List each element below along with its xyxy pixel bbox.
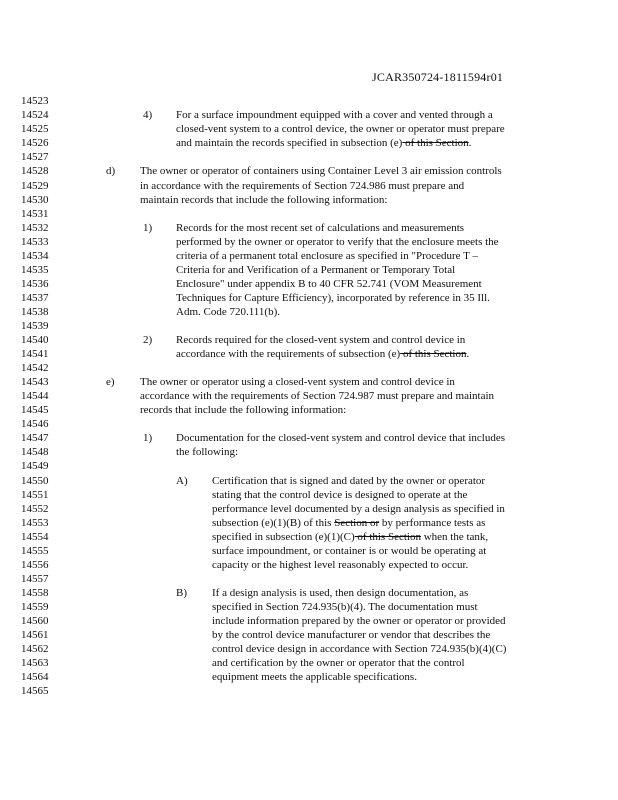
- text-line: accordance with the requirements of Section 724.987 must prepare and maintain: [140, 390, 495, 402]
- paragraph-label: d): [106, 165, 116, 177]
- text-line: closed-vent system to a control device, the owner or operator must prepare: [176, 123, 505, 135]
- text-line: records that include the following information:: [140, 404, 347, 416]
- text-line: and certification by the owner or operator that the control: [212, 657, 465, 669]
- deleted-text: of this Section: [400, 348, 467, 360]
- line-number: 14525: [21, 123, 49, 135]
- paragraph-label: 2): [143, 334, 153, 346]
- text-line: accordance with the requirements of subsection (e) of this Section.: [176, 348, 470, 360]
- paragraph-label: e): [106, 376, 115, 388]
- line-number: 14546: [21, 418, 49, 430]
- line-number: 14526: [21, 137, 49, 149]
- line-number: 14563: [21, 657, 49, 669]
- line-number: 14555: [21, 545, 49, 557]
- line-number: 14556: [21, 559, 49, 571]
- text-line: equipment meets the applicable specifications.: [212, 671, 417, 683]
- line-number: 14553: [21, 517, 49, 529]
- text-line: performance level documented by a design analysis as specified in: [212, 503, 505, 515]
- paragraph-label: A): [176, 475, 188, 487]
- line-number: 14551: [21, 489, 49, 501]
- text-line: specified in Section 724.935(b)(4). The documentation must: [212, 601, 478, 613]
- text-line: The owner or operator of containers using Container Level 3 air emission controls: [140, 165, 502, 177]
- line-number: 14529: [21, 180, 49, 192]
- text-line: surface impoundment, or container is or would be operating at: [212, 545, 487, 557]
- text-line: Certification that is signed and dated by the owner or operator: [212, 475, 486, 487]
- text-line: criteria of a permanent total enclosure as specified in "Procedure T –: [176, 250, 478, 262]
- line-number: 14530: [21, 194, 49, 206]
- text-line: include information prepared by the owner or operator or provided: [212, 615, 506, 627]
- line-number: 14539: [21, 320, 49, 332]
- line-number: 14561: [21, 629, 49, 641]
- line-number: 14564: [21, 671, 49, 683]
- text-line: Criteria for and Verification of a Permanent or Temporary Total: [176, 264, 456, 276]
- text-line: in accordance with the requirements of Section 724.986 must prepare and: [140, 180, 465, 192]
- text-line: Documentation for the closed-vent system and control device that includes: [176, 432, 505, 444]
- text-line: subsection (e)(1)(B) of this Section or by performance tests as: [212, 517, 486, 529]
- line-number: 14557: [21, 573, 49, 585]
- line-number: 14531: [21, 208, 49, 220]
- line-number: 14535: [21, 264, 49, 276]
- line-number: 14549: [21, 460, 49, 472]
- deleted-text: Section or: [334, 517, 380, 529]
- text-line: Adm. Code 720.111(b).: [176, 306, 280, 318]
- line-number: 14527: [21, 151, 49, 163]
- line-number: 14537: [21, 292, 49, 304]
- text-line: Enclosure" under appendix B to 40 CFR 52.741 (VOM Measurement: [176, 278, 482, 290]
- text-line: performed by the owner or operator to verify that the enclosure meets the: [176, 236, 499, 248]
- line-number: 14558: [21, 587, 49, 599]
- line-number: 14562: [21, 643, 49, 655]
- text-line: the following:: [176, 446, 239, 458]
- deleted-text: of this Section: [354, 531, 421, 543]
- line-number: 14528: [21, 165, 49, 177]
- paragraph-label: 1): [143, 222, 153, 234]
- line-number: 14565: [21, 685, 49, 697]
- line-number: 14544: [21, 390, 49, 402]
- text-line: Techniques for Capture Efficiency), incorporated by reference in 35 Ill.: [176, 292, 490, 304]
- line-number: 14543: [21, 376, 49, 388]
- text-line: maintain records that include the following information:: [140, 194, 388, 206]
- paragraph-label: B): [176, 587, 187, 599]
- paragraph-label: 4): [143, 109, 153, 121]
- line-number: 14540: [21, 334, 49, 346]
- text-line: stating that the control device is designed to operate at the: [212, 489, 468, 501]
- deleted-text: of this Section: [402, 137, 469, 149]
- text-line: capacity or the highest level reasonably expected to occur.: [212, 559, 469, 571]
- text-line: control device design in accordance with Section 724.935(b)(4)(C): [212, 643, 507, 655]
- line-number: 14536: [21, 278, 49, 290]
- text-line: For a surface impoundment equipped with a cover and vented through a: [176, 109, 493, 121]
- line-number: 14560: [21, 615, 49, 627]
- text-line: by the control device manufacturer or vendor that describes the: [212, 629, 491, 641]
- line-number: 14534: [21, 250, 49, 262]
- text-line: and maintain the records specified in subsection (e) of this Section.: [176, 137, 472, 149]
- line-number: 14554: [21, 531, 49, 543]
- text-line: Records required for the closed-vent system and control device in: [176, 334, 466, 346]
- line-number: 14545: [21, 404, 49, 416]
- line-number: 14532: [21, 222, 49, 234]
- line-number: 14533: [21, 236, 49, 248]
- document-id: JCAR350724-1811594r01: [372, 70, 504, 84]
- text-line: specified in subsection (e)(1)(C) of this Section when the tank,: [212, 531, 489, 543]
- line-number: 14542: [21, 362, 49, 374]
- line-number: 14552: [21, 503, 49, 515]
- line-number: 14524: [21, 109, 49, 121]
- line-number: 14550: [21, 475, 49, 487]
- line-number: 14547: [21, 432, 49, 444]
- line-number: 14523: [21, 95, 49, 107]
- paragraph-label: 1): [143, 432, 153, 444]
- line-number: 14559: [21, 601, 49, 613]
- text-line: The owner or operator using a closed-vent system and control device in: [140, 376, 455, 388]
- text-line: Records for the most recent set of calculations and measurements: [176, 222, 465, 234]
- text-line: If a design analysis is used, then design documentation, as: [212, 587, 469, 599]
- line-number: 14538: [21, 306, 49, 318]
- line-number: 14548: [21, 446, 49, 458]
- line-number: 14541: [21, 348, 49, 360]
